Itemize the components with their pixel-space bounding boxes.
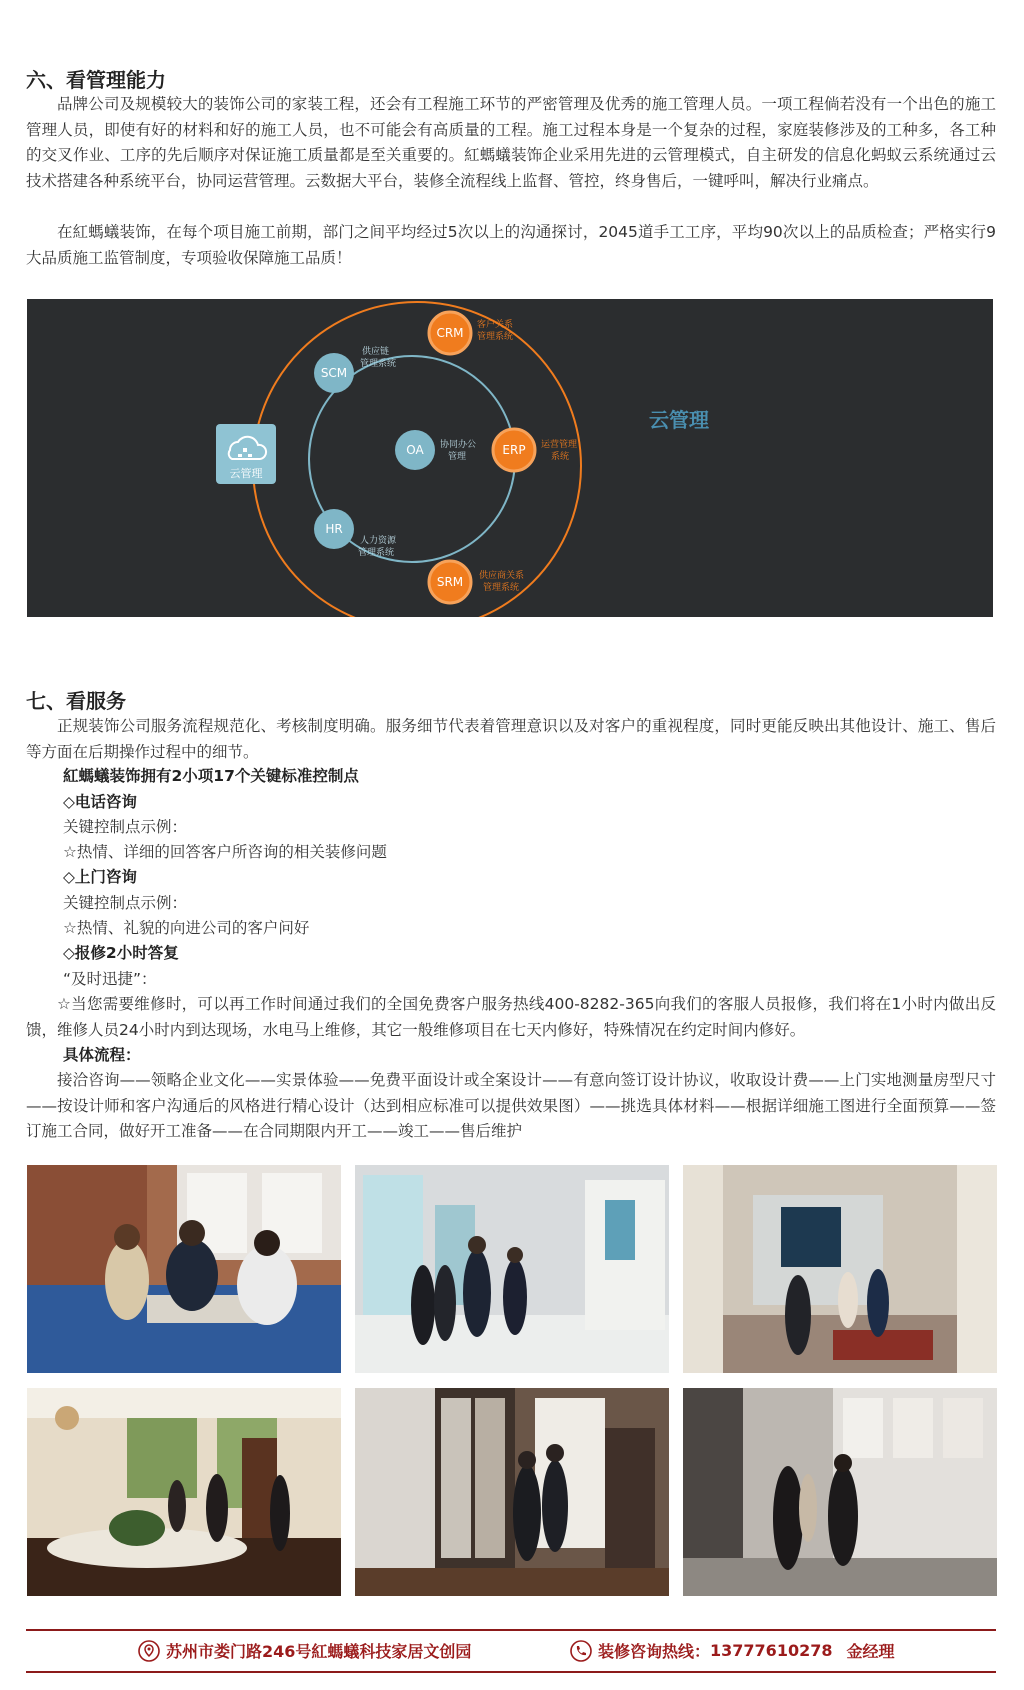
svg-text:供应商关系: 供应商关系 [479, 571, 525, 581]
svg-text:OA: OA [406, 443, 424, 457]
svg-text:ERP: ERP [502, 443, 526, 457]
diagram-title: 云管理 [649, 408, 709, 432]
svg-text:SRM: SRM [436, 575, 464, 589]
photo-consultation [27, 1165, 341, 1373]
visit-example-text: ☆热情、礼貌的向进公司的客户问好 [63, 919, 310, 937]
footer-hotline [570, 1639, 895, 1662]
svg-text:SCM: SCM [320, 366, 348, 380]
svg-text:管理: 管理 [448, 452, 467, 462]
node-oa [395, 430, 476, 470]
svg-text:系统: 系统 [551, 452, 570, 462]
repair-heading: ◇报修2小时答复 [63, 944, 179, 962]
address-text: 苏州市娄门路246号紅螞蟻科技家居文创园 [166, 1642, 472, 1661]
photo-display-room [683, 1165, 997, 1373]
cloud-management-diagram [27, 299, 993, 617]
flow-heading: 具体流程： [63, 1046, 141, 1064]
section-title-service: 七、看服务 [26, 689, 126, 713]
service-intro: 正规装饰公司服务流程规范化、考核制度明确。服务细节代表着管理意识以及对客户的重视程度，同时更能反映出其他设计、施工、售后等方面在后期操作过程中的细节。 [26, 717, 996, 761]
svg-text:协同办公: 协同办公 [440, 440, 477, 450]
node-crm [429, 312, 513, 354]
svg-text:运营管理: 运营管理 [541, 440, 578, 450]
svg-text:供应链: 供应链 [362, 347, 390, 357]
svg-text:管理系统: 管理系统 [358, 548, 395, 558]
section-title-management: 六、看管理能力 [26, 68, 166, 92]
photo-tile-showroom [683, 1388, 997, 1596]
phone-example-text: ☆热情、详细的回答客户所咨询的相关装修问题 [63, 843, 387, 861]
footer-address [138, 1639, 471, 1662]
svg-text:CRM: CRM [436, 326, 464, 340]
location-pin-icon [138, 1640, 160, 1662]
contact-person: 金经理 [846, 1642, 895, 1661]
footer-top-rule [26, 1629, 996, 1631]
management-paragraph-1: 品牌公司及规模较大的装饰公司的家装工程，还会有工程施工环节的严密管理及优秀的施工管理人员。一项工程倘若没有一个出色的施工管理人员，即使有好的材料和好的施工人员，也不可能会有高质量的工程。施工过程本身是一个复杂的过程，家庭装修涉及的工种多，各工种的交叉作业、工序的先后顺序对保证施工质量都是至关重要的。紅螞蟻装饰企业采用先进的云管理模式，自主研发的信息化蚂蚁云系统通过云技术搭建各种系统平台，协同运营管理。云数据大平台，装修全流程线上监督、管控，终身售后，一键呼叫，解决行业痛点。 [26, 95, 996, 190]
repair-quote: “及时迅捷”： [63, 970, 157, 988]
node-srm [429, 561, 524, 603]
svg-text:管理系统: 管理系统 [477, 332, 514, 342]
management-paragraph-2: 在紅螞蟻装饰，在每个项目施工前期，部门之间平均经过5次以上的沟通探讨，2045道手工工序，平均90次以上的品质检查；严格实行9大品质施工监管制度，专项验收保障施工品质！ [26, 223, 996, 267]
flow-text: 接洽咨询——领略企业文化——实景体验——免费平面设计或全案设计——有意向签订设计协议，收取设计费——上门实地测量房型尺寸——按设计师和客户沟通后的风格进行精心设计（达到相应标准可以提供效果图）——挑选具体材料——根据详细施工图进行全面预算——签订施工合同，做好开工准备——在合同期限内开工——竣工——售后维护 [26, 1071, 996, 1140]
svg-text:HR: HR [325, 522, 343, 536]
hotline-label: 装修咨询热线： [598, 1642, 711, 1661]
phone-example-label: 关键控制点示例： [63, 818, 188, 836]
phone-consult-heading: ◇电话咨询 [63, 793, 137, 811]
node-hr [314, 509, 397, 558]
photo-showroom-visit [355, 1165, 669, 1373]
footer-contact-bar [0, 1633, 1024, 1667]
photo-material-samples [355, 1388, 669, 1596]
cloud-management-icon [216, 424, 276, 484]
node-erp [493, 429, 577, 471]
hotline-number[interactable]: 13777610278 [710, 1641, 833, 1660]
svg-text:管理系统: 管理系统 [483, 583, 520, 593]
cloud-box-label: 云管理 [229, 467, 263, 480]
svg-text:管理系统: 管理系统 [360, 359, 397, 369]
phone-icon [570, 1640, 592, 1662]
photo-dining-room [27, 1388, 341, 1596]
visit-consult-heading: ◇上门咨询 [63, 868, 137, 886]
control-points-heading: 紅螞蟻装饰拥有2小项17个关键标准控制点 [63, 767, 359, 785]
svg-text:人力资源: 人力资源 [360, 536, 397, 546]
visit-example-label: 关键控制点示例： [63, 894, 188, 912]
node-scm [314, 345, 396, 393]
svg-text:客户关系: 客户关系 [477, 320, 514, 330]
repair-text: ☆当您需要维修时，可以再工作时间通过我们的全国免费客户服务热线400-8282-365向我们的客服人员报修，我们将在1小时内做出反馈，维修人员24小时内到达现场，水电马上维修，其它一般维修项目在七天内修好，特殊情况在约定时间内修好。 [26, 995, 996, 1039]
footer-bottom-rule [26, 1671, 996, 1673]
